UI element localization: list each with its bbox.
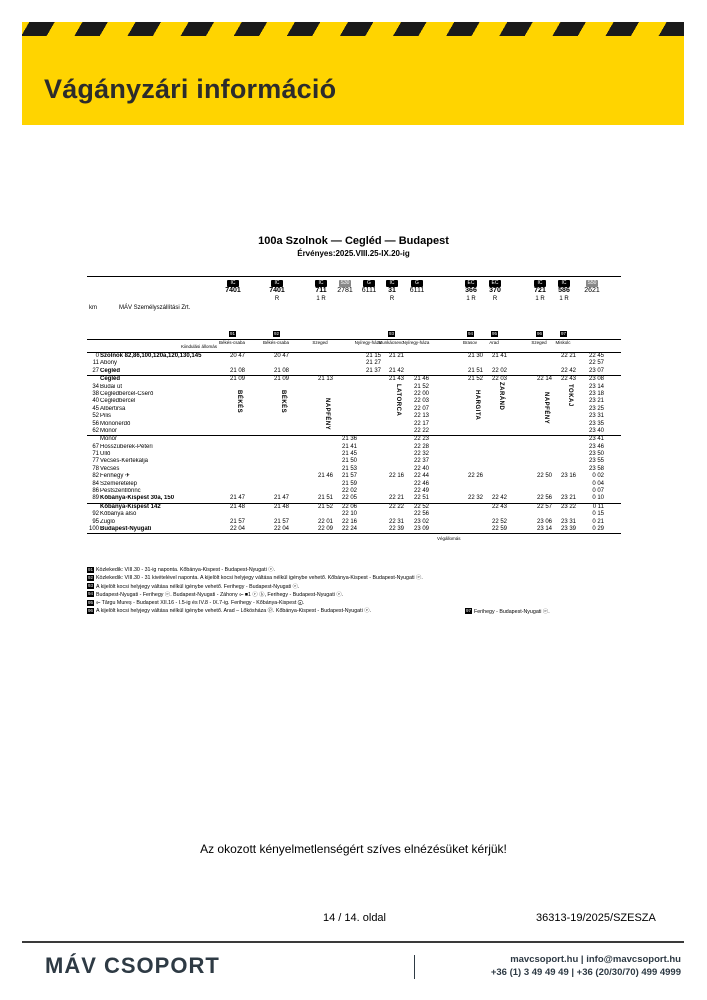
train-column-header: [357, 279, 381, 295]
origin-station: Miskolc: [555, 340, 571, 345]
time-cell: 22 16: [341, 518, 357, 525]
time-cell: 22 43: [491, 503, 507, 510]
page-number: 14 / 14. oldal: [323, 912, 386, 924]
time-cell: 23 09: [413, 525, 429, 532]
time-cell: 22 31: [388, 518, 404, 525]
time-cell: 23 07: [588, 367, 604, 374]
station-name: Monor: [100, 436, 118, 443]
station-km: 77: [92, 458, 99, 465]
station-km: 84: [92, 480, 99, 487]
time-cell: 22 32: [413, 451, 429, 458]
table-row: [87, 444, 621, 451]
footer-divider: [22, 941, 684, 943]
time-cell: 21 09: [229, 376, 245, 383]
time-cell: 22 07: [413, 405, 429, 412]
train-number: 31: [388, 287, 396, 294]
train-name: ZARÁND: [498, 382, 504, 411]
time-cell: 22 16: [388, 473, 404, 480]
train-name: NAPFÉNY: [543, 392, 549, 425]
time-cell: 22 40: [413, 465, 429, 472]
station-rows: [87, 353, 621, 533]
train-category-icon: S30: [340, 280, 350, 286]
station-km: 95: [92, 518, 99, 525]
train-note: R: [492, 296, 498, 302]
note-badge: 95: [87, 599, 93, 605]
time-cell: 22 02: [341, 488, 357, 495]
origin-station: Szeged: [531, 340, 547, 345]
footnote: [87, 599, 621, 607]
time-cell: 22 26: [467, 473, 483, 480]
logo-text: MÁV CSOPORT: [45, 953, 220, 978]
time-cell: 22 14: [536, 376, 552, 383]
time-cell: 21 46: [317, 473, 333, 480]
table-row: [87, 368, 621, 376]
origin-station: Szeged: [312, 340, 328, 345]
time-cell: 0 02: [592, 473, 604, 480]
destination-label: Végállomás: [437, 536, 461, 542]
time-cell: 21 48: [273, 503, 289, 510]
footnote-text: Közlekedik: VIII.30 - 31 kivételével naponta. A kijelölt kocsi helyjegy váltása nélkül igénybe vehető. Kőbánya-Kispest - Budapest-Nyugati ⓔ.: [96, 575, 423, 582]
time-cell: 21 57: [341, 473, 357, 480]
train-name: BÉKÉS: [236, 390, 242, 414]
train-name: LATORCA: [395, 384, 401, 417]
time-cell: 22 21: [560, 353, 576, 359]
time-cell: 21 47: [229, 495, 245, 502]
train-number: 370: [489, 287, 501, 294]
station-name: Cegléd: [100, 376, 121, 383]
time-cell: 23 22: [560, 503, 576, 510]
train-column-header: [265, 279, 289, 303]
time-cell: 23 31: [588, 413, 604, 420]
time-cell: 23 18: [588, 390, 604, 397]
train-note: 1 R: [559, 296, 569, 302]
time-cell: 22 04: [273, 525, 289, 532]
station-km: 78: [92, 465, 99, 472]
station-km: 0: [95, 353, 99, 359]
table-row: [87, 406, 621, 413]
station-name: Zugló: [100, 518, 116, 525]
origin-station: Munkácsevo: [378, 340, 404, 345]
time-cell: 22 42: [491, 495, 507, 502]
time-cell: 21 41: [491, 353, 507, 359]
time-cell: 22 13: [413, 413, 429, 420]
timetable: [87, 276, 621, 543]
time-cell: 23 16: [560, 473, 576, 480]
time-cell: 23 21: [560, 495, 576, 502]
station-name: Budai út: [100, 383, 123, 390]
time-cell: 21 57: [229, 518, 245, 525]
time-cell: 22 17: [413, 420, 429, 427]
table-row: [87, 413, 621, 420]
time-cell: 22 28: [413, 443, 429, 450]
time-cell: 0 21: [592, 518, 604, 525]
destination-row: [87, 533, 621, 543]
station-name: Pestszentlőrinc: [100, 488, 141, 495]
time-cell: 23 41: [588, 436, 604, 443]
time-cell: 0 10: [592, 495, 604, 502]
origin-station: Békés-csaba: [218, 340, 245, 345]
timetable-header: [87, 276, 621, 340]
train-category-icon: IC: [558, 280, 570, 287]
train-number: 7401: [225, 287, 241, 294]
train-category-icon: S50: [587, 280, 597, 286]
station-name: Vecsés-Kertekalja: [100, 458, 149, 465]
time-cell: 21 51: [317, 495, 333, 502]
table-row: [87, 495, 621, 503]
train-note: R: [389, 296, 395, 302]
footnote-text: Közlekedik: VIII.30 - 31-ig naponta. Kőbánya-Kispest - Budapest-Nyugati ⓔ.: [96, 567, 276, 573]
table-row: [87, 451, 621, 458]
time-cell: 22 57: [536, 503, 552, 510]
time-cell: 23 40: [588, 427, 604, 434]
time-cell: 22 49: [413, 488, 429, 495]
note-badge: 96: [87, 608, 93, 614]
train-column-header: [309, 279, 333, 303]
time-cell: 22 56: [413, 511, 429, 518]
train-category-icon: IC: [271, 280, 283, 287]
station-km: 38: [92, 390, 99, 397]
time-cell: 21 52: [317, 503, 333, 510]
time-cell: 22 24: [341, 525, 357, 532]
train-category-icon: IC: [315, 280, 327, 287]
header-banner: [22, 22, 684, 125]
table-row: [87, 384, 621, 391]
note-badge: 92: [87, 574, 93, 580]
time-cell: 21 46: [413, 376, 429, 383]
time-cell: 22 02: [491, 367, 507, 374]
footnote-text: A kijelölt kocsi helyjegy váltása nélkül igénybe vehető. Arad – Lőkösháza ⓟ. Kőbánya-Kispest - Budapest-Nyugati ⓔ.: [96, 608, 372, 615]
time-cell: 21 48: [229, 503, 245, 510]
train-column-header: [221, 279, 245, 295]
train-number: 7401: [269, 287, 285, 294]
train-number: 2781: [337, 287, 353, 294]
page-title: Vágányzári információ: [44, 74, 337, 104]
station-name: Vecsés: [100, 465, 120, 472]
train-column-header: [333, 279, 357, 295]
time-cell: 22 21: [388, 495, 404, 502]
train-note: R: [274, 296, 280, 302]
note-reference-badge: 97: [560, 331, 566, 336]
train-category-icon: IC: [386, 280, 398, 287]
time-cell: 20 47: [229, 353, 245, 359]
station-name: Kőbánya-Kispest 142: [100, 503, 161, 510]
table-row: [87, 511, 621, 518]
time-cell: 22 52: [413, 503, 429, 510]
origin-station: Arad: [489, 340, 499, 345]
train-category-icon: G: [411, 280, 423, 287]
time-cell: 22 22: [388, 503, 404, 510]
note-reference-badge: 93: [388, 331, 394, 336]
station-km: 71: [92, 451, 99, 458]
time-cell: 22 50: [536, 473, 552, 480]
time-cell: 21 13: [317, 376, 333, 383]
footer-separator: [414, 955, 415, 979]
time-cell: 21 45: [341, 451, 357, 458]
station-name: Albertirsa: [100, 405, 126, 412]
hazard-stripes: [22, 22, 684, 36]
station-km: 11: [92, 360, 99, 367]
time-cell: 23 14: [536, 525, 552, 532]
station-name: Monor: [100, 427, 118, 434]
station-km: 67: [92, 443, 99, 450]
footnote-text: Budapest-Nyugati - Ferihegy ⓔ. Budapest-Nyugati - Záhony ⟜ ■1 ⓡ ⓑ, Ferihegy - Budapest-Nyugati ⓔ.: [96, 591, 344, 598]
origin-station: Nyíregy-háza: [354, 340, 382, 345]
time-cell: 22 22: [413, 427, 429, 434]
station-km: 27: [92, 367, 99, 374]
note-reference-badge: 94: [467, 331, 473, 336]
station-km: 62: [92, 427, 99, 434]
origin-label: Kiindulási állomás: [180, 344, 217, 349]
time-cell: 22 43: [560, 376, 576, 383]
time-cell: 0 04: [592, 480, 604, 487]
train-note: 1 R: [466, 296, 476, 302]
station-name: Ceglédbercel-Cserő: [100, 390, 154, 397]
train-name: HARGITA: [474, 390, 480, 421]
train-number: 6111: [409, 287, 425, 294]
company-name: MÁV Személyszállítási Zrt.: [119, 305, 191, 311]
time-cell: 22 10: [341, 511, 357, 518]
train-number: 366: [465, 287, 477, 294]
station-name: Ferihegy ✈: [100, 473, 131, 480]
train-category-icon: IC: [534, 280, 546, 287]
station-name: Szemeretelep: [100, 480, 138, 487]
time-cell: 23 21: [588, 398, 604, 405]
time-cell: 21 41: [341, 443, 357, 450]
time-cell: 22 59: [491, 525, 507, 532]
train-column-header: [528, 279, 552, 303]
time-cell: 21 47: [273, 495, 289, 502]
time-cell: 21 09: [273, 376, 289, 383]
table-row: [87, 398, 621, 405]
station-km: 92: [92, 511, 99, 518]
note-badge: 94: [87, 591, 93, 597]
time-cell: 22 05: [341, 495, 357, 502]
train-column-header: [380, 279, 404, 303]
train-number: 721: [534, 287, 546, 294]
note-reference-badge: 95: [491, 331, 497, 336]
time-cell: 21 30: [467, 353, 483, 359]
table-row: [87, 391, 621, 398]
time-cell: 23 50: [588, 451, 604, 458]
time-cell: 21 43: [388, 376, 404, 383]
time-cell: 22 56: [536, 495, 552, 502]
station-km: 34: [92, 383, 99, 390]
time-cell: 21 36: [341, 436, 357, 443]
train-column-header: [483, 279, 507, 303]
table-row: [87, 428, 621, 436]
train-name: BÉKÉS: [280, 390, 286, 414]
time-cell: 23 55: [588, 458, 604, 465]
station-name: Hosszúberek-Péteri: [100, 443, 153, 450]
footnote-text: Ferihegy - Budapest-Nyugati ⓔ.: [474, 608, 550, 615]
station-name: Cegléd: [100, 367, 121, 374]
origin-station: Békés-csaba: [262, 340, 289, 345]
time-cell: 21 27: [365, 360, 381, 367]
table-row: [87, 488, 621, 495]
train-number: 711: [315, 287, 327, 294]
table-row: [87, 504, 621, 511]
origin-station: Brasov: [462, 340, 477, 345]
table-row: [87, 458, 621, 465]
time-cell: 22 32: [467, 495, 483, 502]
train-column-header: [405, 279, 429, 295]
time-cell: 22 57: [588, 360, 604, 367]
document-reference: 36313-19/2025/SZESZA: [536, 912, 656, 924]
time-cell: 20 47: [273, 353, 289, 359]
time-cell: 0 29: [592, 525, 604, 532]
station-name: Ceglédbercel: [100, 398, 136, 405]
apology-text: Az okozott kényelmetlenségért szíves elnézésüket kérjük!: [200, 842, 507, 856]
km-header: km: [89, 305, 97, 311]
train-name: TOKAJ: [567, 384, 573, 407]
table-row: [87, 481, 621, 488]
time-cell: 22 09: [317, 525, 333, 532]
train-column-header: [580, 279, 604, 295]
time-cell: 23 46: [588, 443, 604, 450]
time-cell: 22 44: [413, 473, 429, 480]
note-reference-badge: 92: [273, 331, 279, 336]
station-name: Kőbánya alsó: [100, 511, 137, 518]
time-cell: 21 59: [341, 480, 357, 487]
station-name: Monorierdő: [100, 420, 131, 427]
origin-station: Nyíregy-háza: [402, 340, 430, 345]
table-row: [87, 353, 621, 360]
train-number: 586: [558, 287, 570, 294]
train-note: 1 R: [316, 296, 326, 302]
station-name: Szolnok 82,86,100,120a,120,130,145: [100, 353, 202, 359]
time-cell: 0 11: [592, 503, 604, 510]
footnotes: [87, 566, 621, 616]
time-cell: 21 50: [341, 458, 357, 465]
time-cell: 22 06: [341, 503, 357, 510]
station-name: Pilis: [100, 413, 112, 420]
time-cell: 22 01: [317, 518, 333, 525]
time-cell: 0 15: [592, 511, 604, 518]
footnote: [87, 583, 621, 591]
table-row: [87, 473, 621, 480]
time-cell: 22 03: [413, 398, 429, 405]
station-km: 45: [92, 405, 99, 412]
time-cell: 23 58: [588, 465, 604, 472]
footnote: [87, 566, 621, 574]
time-cell: 22 37: [413, 458, 429, 465]
footnote: [87, 591, 621, 599]
time-cell: 21 52: [467, 376, 483, 383]
time-cell: 22 03: [491, 376, 507, 383]
table-row: [87, 421, 621, 428]
time-cell: 21 57: [273, 518, 289, 525]
station-km: 40: [92, 398, 99, 405]
time-cell: 21 53: [341, 465, 357, 472]
table-row: [87, 360, 621, 367]
train-column-header: [459, 279, 483, 303]
station-km: 56: [92, 420, 99, 427]
footnote: [87, 574, 621, 582]
time-cell: 22 46: [413, 480, 429, 487]
time-cell: 21 21: [388, 353, 404, 359]
note-reference-badge: 96: [536, 331, 542, 336]
time-cell: 21 52: [413, 383, 429, 390]
footnote-text: A kijelölt kocsi helyjegy váltása nélkül igénybe vehető. Ferihegy - Budapest-Nyugati ⓔ.: [96, 583, 300, 590]
origin-row: [87, 340, 621, 353]
time-cell: 21 37: [365, 367, 381, 374]
time-cell: 21 08: [229, 367, 245, 374]
time-cell: 22 51: [413, 495, 429, 502]
station-km: 52: [92, 413, 99, 420]
timetable-validity: Érvényes:2025.VIII.25-IX.20-ig: [297, 249, 410, 258]
time-cell: 23 39: [560, 525, 576, 532]
time-cell: 22 52: [491, 518, 507, 525]
time-cell: 22 39: [388, 525, 404, 532]
note-badge: 97: [465, 608, 471, 614]
table-row: [87, 436, 621, 443]
station-name: Üllő: [100, 451, 111, 458]
note-reference-badge: 91: [229, 331, 235, 336]
station-name: Budapest-Nyugati: [100, 525, 152, 532]
time-cell: 23 35: [588, 420, 604, 427]
time-cell: 22 42: [560, 367, 576, 374]
table-row: [87, 376, 621, 383]
time-cell: 21 08: [273, 367, 289, 374]
note-badge: 91: [87, 566, 93, 572]
time-cell: 21 51: [467, 367, 483, 374]
time-cell: 22 23: [413, 436, 429, 443]
station-name: Abony: [100, 360, 118, 367]
train-column-header: [552, 279, 576, 303]
train-note: 1 R: [535, 296, 545, 302]
time-cell: 22 00: [413, 390, 429, 397]
station-km: 82: [92, 473, 99, 480]
train-category-icon: EC: [489, 280, 501, 287]
table-row: [87, 526, 621, 533]
mav-logo: [45, 953, 220, 979]
train-number: 2621: [584, 287, 600, 294]
timetable-title: 100a Szolnok — Cegléd — Budapest: [258, 235, 449, 247]
station-name: Kőbánya-Kispest 30a, 150: [100, 495, 175, 502]
time-cell: 23 14: [588, 383, 604, 390]
time-cell: 23 08: [588, 376, 604, 383]
station-km: 86: [92, 488, 99, 495]
time-cell: 23 06: [536, 518, 552, 525]
station-km: 89: [92, 495, 99, 502]
time-cell: 23 25: [588, 405, 604, 412]
footnote: [465, 608, 550, 616]
time-cell: 21 15: [365, 353, 381, 359]
train-category-icon: EC: [465, 280, 477, 287]
train-name: NAPFÉNY: [324, 398, 330, 431]
time-cell: 22 45: [588, 353, 604, 359]
footnote-text: ⟜ Târgu Mureș - Budapest XII.16 - I.5-ig és IV.8 - IX.7-ig. Ferihegy - Kőbánya-Kispest ⓔ.: [96, 600, 305, 607]
note-badge: 93: [87, 583, 93, 589]
time-cell: 0 07: [592, 488, 604, 495]
table-row: [87, 519, 621, 526]
contact-phone: +36 (1) 3 49 49 49 | +36 (20/30/70) 499 4999: [490, 967, 681, 978]
train-category-icon: G: [363, 280, 375, 287]
time-cell: 21 42: [388, 367, 404, 374]
time-cell: 23 02: [413, 518, 429, 525]
train-category-icon: IC: [227, 280, 239, 287]
train-number: 6111: [361, 287, 377, 294]
table-row: [87, 466, 621, 473]
contact-web-email: mavcsoport.hu | info@mavcsoport.hu: [510, 954, 681, 965]
station-km: 100: [88, 525, 99, 532]
time-cell: 23 31: [560, 518, 576, 525]
time-cell: 22 04: [229, 525, 245, 532]
